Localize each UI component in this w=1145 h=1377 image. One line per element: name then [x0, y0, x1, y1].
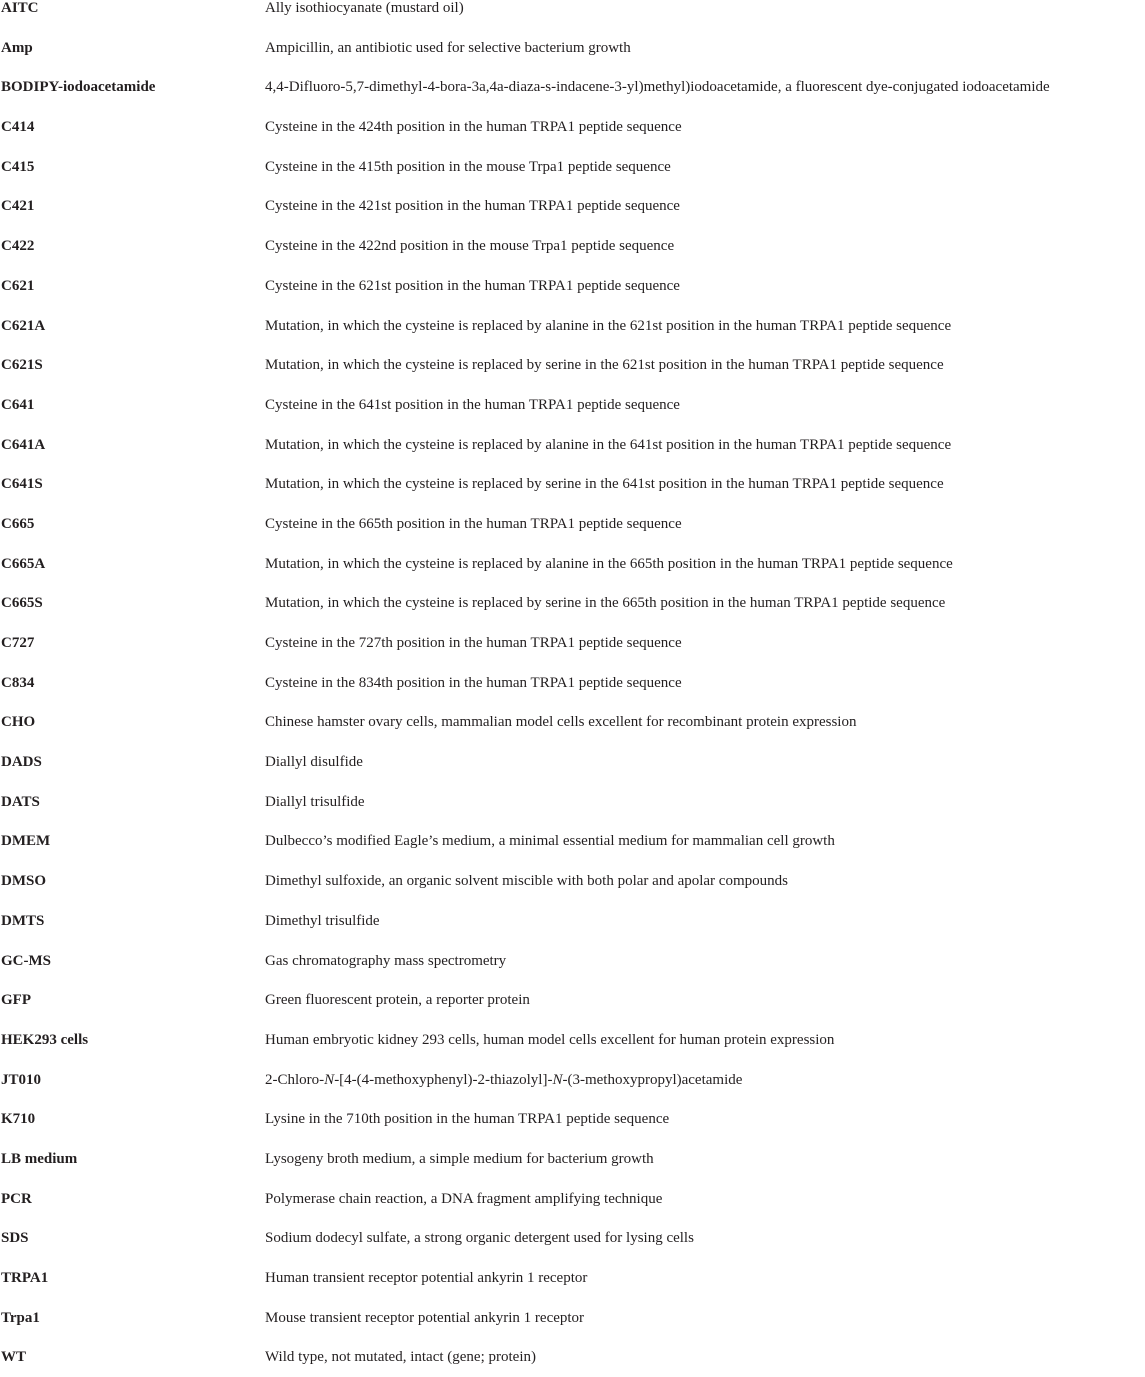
abbreviation-definition: Diallyl trisulfide: [265, 793, 365, 810]
table-row: [0, 742, 1145, 782]
abbreviation-term: C415: [1, 158, 35, 175]
abbreviation-definition: Cysteine in the 415th position in the mouse Trpa1 peptide sequence: [265, 158, 671, 175]
abbreviation-term: C641S: [1, 476, 43, 493]
abbreviation-term: K710: [1, 1111, 36, 1128]
abbreviation-definition: Wild type, not mutated, intact (gene; protein): [265, 1349, 536, 1366]
abbreviation-term: PCR: [1, 1190, 32, 1207]
abbreviation-term: SDS: [1, 1230, 29, 1247]
table-row: [0, 782, 1145, 822]
abbreviation-term: GFP: [1, 992, 31, 1009]
abbreviation-definition: Cysteine in the 421st position in the human TRPA1 peptide sequence: [265, 198, 680, 215]
abbreviation-term: GC-MS: [1, 952, 51, 969]
abbreviation-definition: Mouse transient receptor potential ankyrin 1 receptor: [265, 1309, 585, 1326]
abbreviation-term: C641: [1, 396, 35, 413]
abbreviation-definition: Mutation, in which the cysteine is replaced by serine in the 665th position in the human TRPA1 peptide sequence: [265, 595, 946, 612]
abbreviation-term: C641A: [1, 436, 46, 453]
table-row: [0, 266, 1145, 306]
abbreviation-definition: Mutation, in which the cysteine is replaced by alanine in the 621st position in the human TRPA1 peptide sequence: [265, 317, 952, 334]
table-row: [0, 385, 1145, 425]
abbreviation-definition: [265, 1070, 742, 1090]
table-row: [0, 861, 1145, 901]
table-row: [0, 0, 1145, 28]
abbreviation-term: C621A: [1, 317, 46, 334]
abbreviation-term: C665S: [1, 595, 43, 612]
abbreviation-definition: Cysteine in the 641st position in the human TRPA1 peptide sequence: [265, 396, 680, 413]
abbreviation-term: C421: [1, 198, 35, 215]
abbreviation-definition: Human embryotic kidney 293 cells, human model cells excellent for human protein expression: [265, 1031, 835, 1048]
abbreviation-term: DADS: [1, 754, 42, 771]
abbreviation-definition: Cysteine in the 727th position in the human TRPA1 peptide sequence: [265, 635, 682, 651]
table-row: [0, 107, 1145, 147]
abbreviation-definition: Mutation, in which the cysteine is replaced by serine in the 621st position in the human TRPA1 peptide sequence: [265, 357, 944, 374]
table-row: [0, 663, 1145, 703]
table-row: [0, 1020, 1145, 1060]
abbreviation-term: DMEM: [1, 833, 51, 850]
abbreviation-term: JT010: [1, 1071, 42, 1088]
abbreviation-definition: Chinese hamster ovary cells, mammalian model cells excellent for recombinant protein expression: [265, 714, 857, 731]
abbreviation-definition: Cysteine in the 422nd position in the mouse Trpa1 peptide sequence: [265, 238, 675, 255]
table-row: [0, 1218, 1145, 1258]
abbreviation-term: WT: [1, 1349, 27, 1366]
table-row: [0, 1337, 1145, 1377]
abbreviation-term: C727: [1, 635, 35, 651]
abbreviation-definition: Lysogeny broth medium, a simple medium for bacterium growth: [265, 1150, 654, 1167]
abbreviation-term: LB medium: [1, 1150, 78, 1167]
abbreviation-definition: Mutation, in which the cysteine is replaced by serine in the 641st position in the human TRPA1 peptide sequence: [265, 476, 944, 493]
table-row: [0, 28, 1145, 68]
abbreviation-term: DATS: [1, 793, 40, 810]
abbreviation-definition: Cysteine in the 665th position in the human TRPA1 peptide sequence: [265, 515, 682, 532]
abbreviation-definition: Cysteine in the 621st position in the human TRPA1 peptide sequence: [265, 277, 680, 294]
table-row: [0, 1099, 1145, 1139]
abbreviation-definition: Gas chromatography mass spectrometry: [265, 952, 507, 969]
table-row: [0, 1060, 1145, 1100]
abbreviation-term: C422: [1, 238, 35, 255]
abbreviation-term: C621S: [1, 357, 43, 374]
abbreviation-term: Amp: [1, 39, 33, 56]
abbreviation-definition: Dimethyl trisulfide: [265, 912, 380, 929]
table-row: [0, 186, 1145, 226]
abbreviation-term: DMTS: [1, 912, 45, 929]
abbreviation-definition: Mutation, in which the cysteine is replaced by alanine in the 641st position in the human TRPA1 peptide sequence: [265, 436, 952, 453]
abbreviation-term: Trpa1: [1, 1309, 40, 1326]
abbreviation-definition: Green fluorescent protein, a reporter protein: [265, 992, 530, 1009]
table-row: [0, 67, 1145, 107]
abbreviation-definition: Ampicillin, an antibiotic used for selective bacterium growth: [265, 39, 631, 56]
table-row: [0, 941, 1145, 981]
abbreviation-definition: Polymerase chain reaction, a DNA fragment amplifying technique: [265, 1190, 663, 1207]
table-row: [0, 1258, 1145, 1298]
table-row: [0, 345, 1145, 385]
table-row: [0, 306, 1145, 346]
abbreviation-definition: Dimethyl sulfoxide, an organic solvent miscible with both polar and apolar compounds: [265, 873, 788, 890]
table-row: [0, 425, 1145, 465]
table-row: [0, 464, 1145, 504]
table-row: [0, 147, 1145, 187]
table-row: [0, 583, 1145, 623]
table-row: [0, 226, 1145, 266]
abbreviation-term: C665A: [1, 555, 46, 572]
table-row: [0, 544, 1145, 584]
table-row: [0, 821, 1145, 861]
table-row: [0, 702, 1145, 742]
abbreviation-definition: Dulbecco’s modified Eagle’s medium, a minimal essential medium for mammalian cell growth: [265, 833, 835, 850]
abbreviation-term: C414: [1, 119, 35, 136]
table-row: [0, 901, 1145, 941]
abbreviation-term: TRPA1: [1, 1270, 49, 1286]
abbreviation-definition: 4,4-Difluoro-5,7-dimethyl-4-bora-3a,4a-diaza-s-indacene-3-yl)methyl)iodoacetamide, a fluorescent dye-conjugated iodoacetamide: [265, 79, 1050, 96]
abbreviation-definition: Human transient receptor potential ankyrin 1 receptor: [265, 1270, 588, 1286]
text-fragment: 2-Chloro-: [265, 1071, 325, 1088]
abbreviation-definition: Diallyl disulfide: [265, 754, 363, 771]
italic-fragment: N: [552, 1071, 563, 1088]
abbreviation-definition: Sodium dodecyl sulfate, a strong organic detergent used for lysing cells: [265, 1230, 694, 1247]
abbreviation-definition: Cysteine in the 424th position in the human TRPA1 peptide sequence: [265, 119, 682, 136]
table-row: [0, 1179, 1145, 1219]
table-row: [0, 980, 1145, 1020]
abbreviation-term: BODIPY-iodoacetamide: [1, 79, 156, 96]
text-fragment: -(3-methoxypropyl)acetamide: [562, 1071, 743, 1088]
abbreviation-definition: Ally isothiocyanate (mustard oil): [265, 0, 464, 16]
abbreviation-term: DMSO: [1, 873, 46, 890]
abbreviation-definition: Mutation, in which the cysteine is replaced by alanine in the 665th position in the human TRPA1 peptide sequence: [265, 555, 953, 572]
abbreviation-definition: Lysine in the 710th position in the human TRPA1 peptide sequence: [265, 1111, 670, 1128]
abbreviation-definition: Cysteine in the 834th position in the human TRPA1 peptide sequence: [265, 674, 682, 691]
abbreviation-term: CHO: [1, 714, 36, 731]
abbreviation-term: C834: [1, 674, 35, 691]
table-row: [0, 1298, 1145, 1338]
table-row: [0, 623, 1145, 663]
abbreviation-term: AITC: [1, 0, 39, 16]
table-row: [0, 504, 1145, 544]
abbreviation-term: HEK293 cells: [1, 1031, 89, 1048]
abbreviation-term: C621: [1, 277, 35, 294]
italic-fragment: N: [324, 1071, 335, 1088]
abbreviation-term: C665: [1, 515, 35, 532]
table-row: [0, 1139, 1145, 1179]
text-fragment: -[4-(4-methoxyphenyl)-2-thiazolyl]-: [334, 1071, 553, 1088]
